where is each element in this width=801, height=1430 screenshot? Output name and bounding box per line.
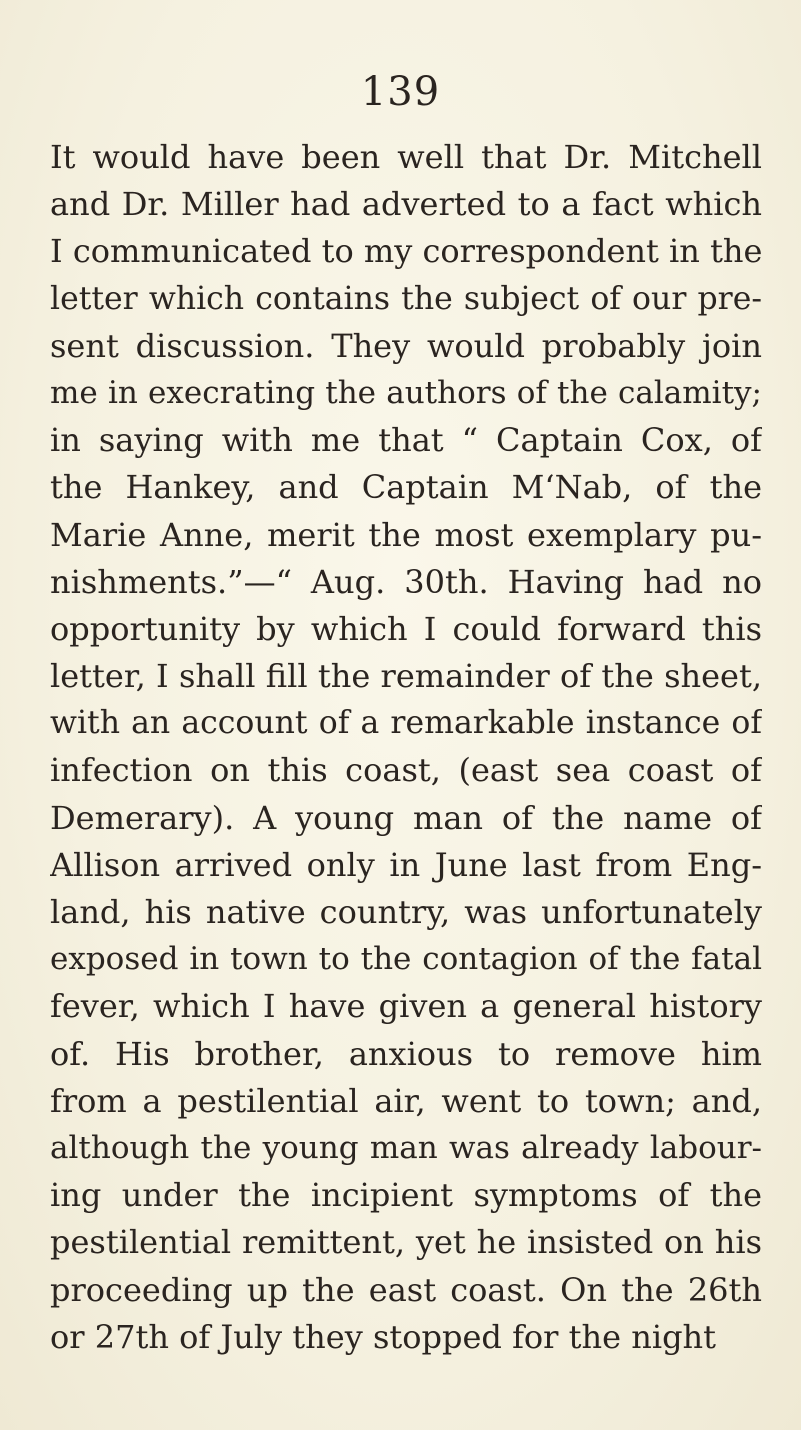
text-line: or 27th of July they stopped for the night <box>50 1317 717 1356</box>
text-line: me in execrating the authors of the calamity; <box>50 374 762 411</box>
text-line: with an account of a remarkable instance of <box>50 705 762 742</box>
text-line: pestilential remittent, yet he insisted on his <box>50 1223 762 1262</box>
text-line: infection on this coast, (east sea coast of <box>50 751 762 790</box>
text-line: proceeding up the east coast. On the 26th <box>50 1270 762 1309</box>
text-line: ing under the incipient symptoms of the <box>50 1176 762 1215</box>
text-line: opportunity by which I could forward this <box>50 609 762 648</box>
text-line: Allison arrived only in June last from Eng- <box>50 845 762 884</box>
text-line: land, his native country, was unfortunately <box>50 893 762 931</box>
text-line: letter, I shall fill the remainder of the sheet, <box>50 657 762 696</box>
page-number: 139 <box>360 69 441 115</box>
text-line: exposed in town to the contagion of the fatal <box>50 941 762 978</box>
text-line: the Hankey, and Captain M‘Nab, of the <box>50 468 762 507</box>
body-text <box>50 134 762 1361</box>
text-line: It would have been well that Dr. Mitchell <box>50 138 762 176</box>
text-line: sent discussion. They would probably join <box>50 326 762 365</box>
text-line: although the young man was already labour- <box>50 1129 762 1166</box>
text-line: from a pestilential air, went to town; and, <box>50 1081 762 1120</box>
text-line: letter which contains the subject of our pre- <box>50 280 762 317</box>
text-line: Marie Anne, merit the most exemplary pu- <box>50 515 762 554</box>
text-line: and Dr. Miller had adverted to a fact which <box>50 185 762 224</box>
text-line: I communicated to my correspondent in the <box>50 232 762 271</box>
text-line: fever, which I have given a general history <box>50 987 762 1026</box>
text-line: of. His brother, anxious to remove him <box>50 1034 762 1073</box>
text-line: in saying with me that “ Captain Cox, of <box>50 421 762 460</box>
text-line: Demerary). A young man of the name of <box>50 798 762 837</box>
text-line: nishments.”—“ Aug. 30th. Having had no <box>50 562 762 601</box>
